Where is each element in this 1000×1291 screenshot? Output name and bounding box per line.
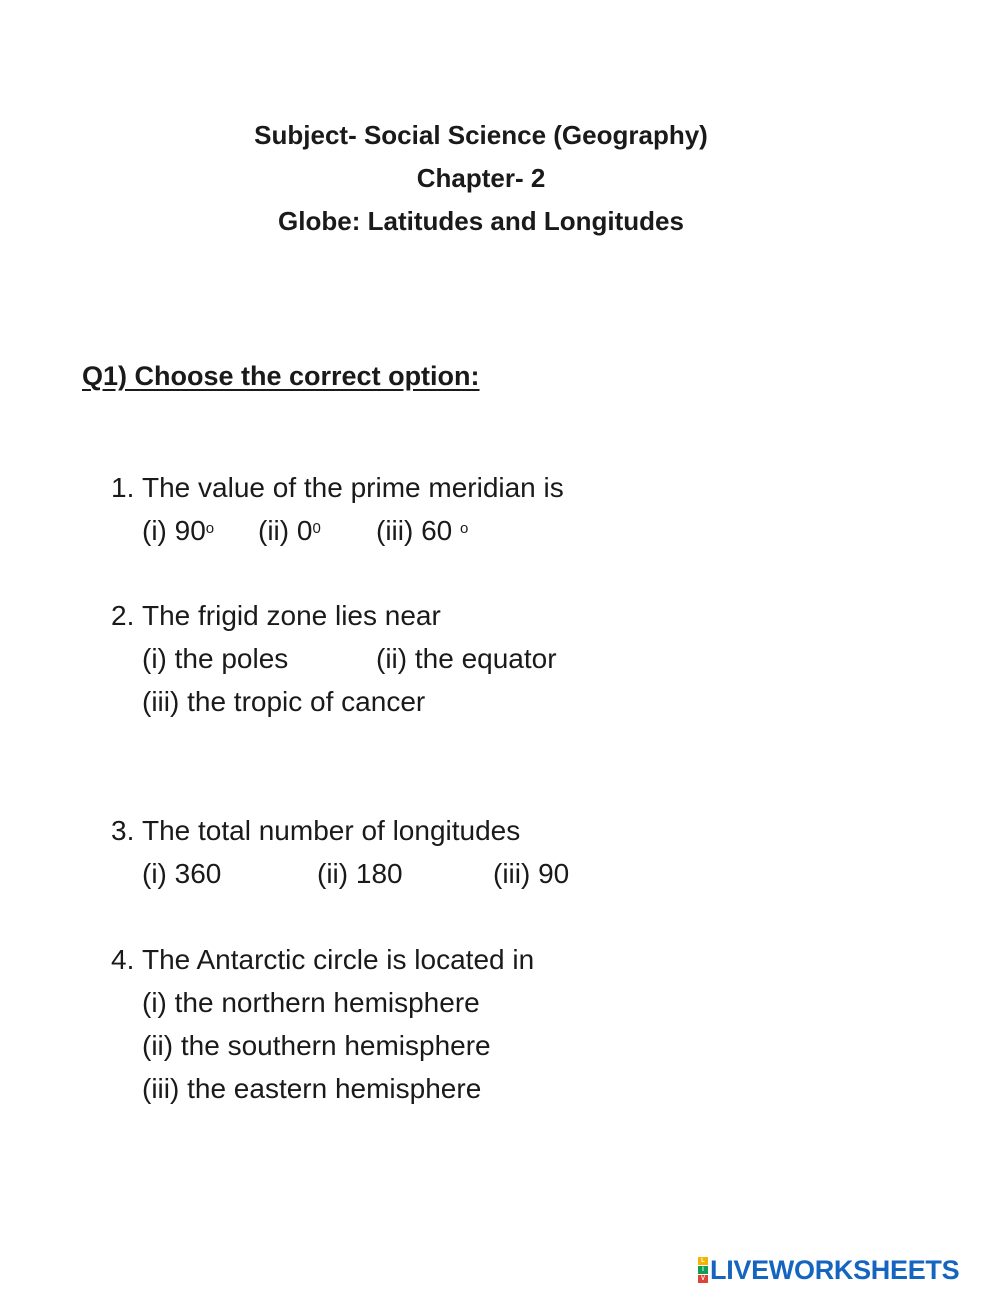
option: (i) 360 <box>142 858 222 889</box>
option: (ii) the southern hemisphere <box>142 1030 491 1061</box>
option: (i) the poles <box>142 643 289 674</box>
question-stem: The Antarctic circle is located in <box>142 944 535 975</box>
option: (ii) the equator <box>376 643 557 674</box>
option: (iii) the tropic of cancer <box>142 686 426 717</box>
logo-block: L <box>698 1257 708 1265</box>
option: (ii) 180 <box>317 858 403 889</box>
liveworksheets-logo <box>698 1255 959 1285</box>
chapter-heading: Chapter- 2 <box>416 163 546 193</box>
logo-text: LIVEWORKSHEETS <box>710 1254 960 1285</box>
question-number: 4. <box>111 944 135 975</box>
question-number: 2. <box>111 600 135 631</box>
option: (iii) 60 $^o$ <box>376 515 469 546</box>
option: (i) 90$^o$ <box>142 515 215 546</box>
chapter-title: Globe: Latitudes and Longitudes <box>278 206 684 236</box>
question-stem: The total number of longitudes <box>142 815 521 846</box>
subject-heading: Subject- Social Science (Geography) <box>254 120 708 150</box>
option: (i) the northern hemisphere <box>142 987 480 1018</box>
logo-block: I <box>698 1266 708 1274</box>
option: (iii) the eastern hemisphere <box>142 1073 482 1104</box>
logo-icon <box>698 1257 708 1283</box>
option: (iii) 90 <box>493 858 570 889</box>
question-number: 1. <box>111 472 135 503</box>
question-stem: The frigid zone lies near <box>142 600 441 631</box>
question-section-title: Q1) Choose the correct option: <box>82 361 480 391</box>
question-number: 3. <box>111 815 135 846</box>
option: (ii) $0^0$ <box>258 515 321 546</box>
question-stem: The value of the prime meridian is <box>142 472 564 503</box>
logo-block: V <box>698 1275 708 1283</box>
